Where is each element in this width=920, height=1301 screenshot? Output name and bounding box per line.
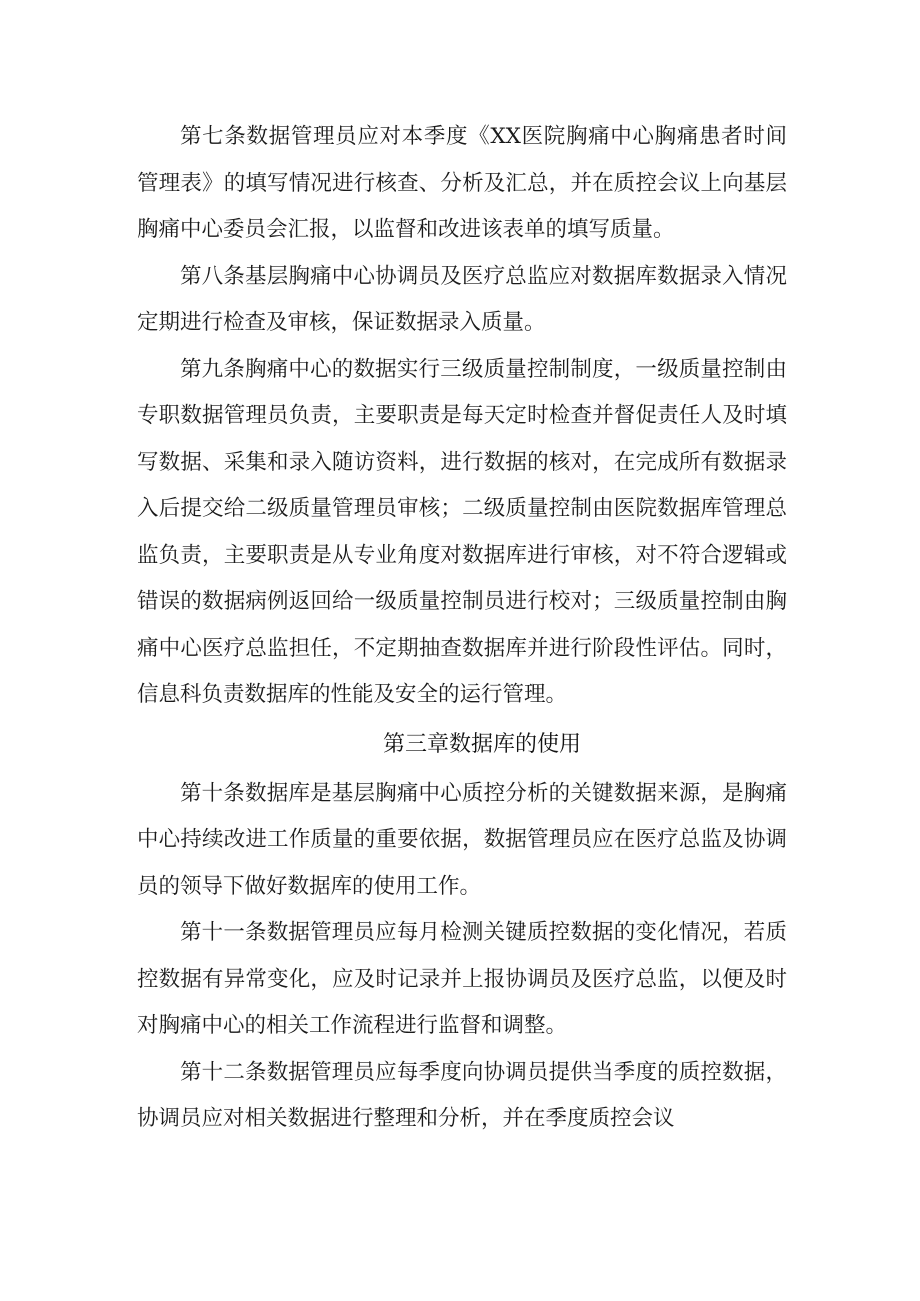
document-body [137, 114, 787, 1143]
article-9-paragraph: 第九条胸痛中心的数据实行三级质量控制制度，一级质量控制由专职数据管理员负责，主要职责是每天定时检查并督促责任人及时填写数据、采集和录入随访资料，进行数据的核对，在完成所有数据录入后提交给二级质量管理员审核；二级质量控制由医院数据库管理总监负责，主要职责是从专业角度对数据库进行审核，对不符合逻辑或错误的数据病例返回给一级质量控制员进行校对；三级质量控制由胸痛中心医疗总监担任，不定期抽查数据库并进行阶段性评估。同时，信息科负责数据库的性能及安全的运行管理。 [137, 356, 787, 707]
article-10-paragraph: 第十条数据库是基层胸痛中心质控分析的关键数据来源，是胸痛中心持续改进工作质量的重要依据，数据管理员应在医疗总监及协调员的领导下做好数据库的使用工作。 [137, 780, 787, 899]
article-7-paragraph: 第七条数据管理员应对本季度《XX医院胸痛中心胸痛患者时间管理表》的填写情况进行核查、分析及汇总，并在质控会议上向基层胸痛中心委员会汇报，以监督和改进该表单的填写质量。 [137, 124, 787, 242]
article-8-paragraph: 第八条基层胸痛中心协调员及医疗总监应对数据库数据录入情况定期进行检查及审核，保证数据录入质量。 [137, 263, 787, 335]
chapter-3-heading: 第三章数据库的使用 [382, 731, 581, 757]
article-12-paragraph: 第十二条数据管理员应每季度向协调员提供当季度的质控数据，协调员应对相关数据进行整理和分析，并在季度质控会议 [137, 1059, 787, 1131]
article-11-paragraph: 第十一条数据管理员应每月检测关键质控数据的变化情况，若质控数据有异常变化，应及时记录并上报协调员及医疗总监，以便及时对胸痛中心的相关工作流程进行监督和调整。 [137, 920, 787, 1038]
